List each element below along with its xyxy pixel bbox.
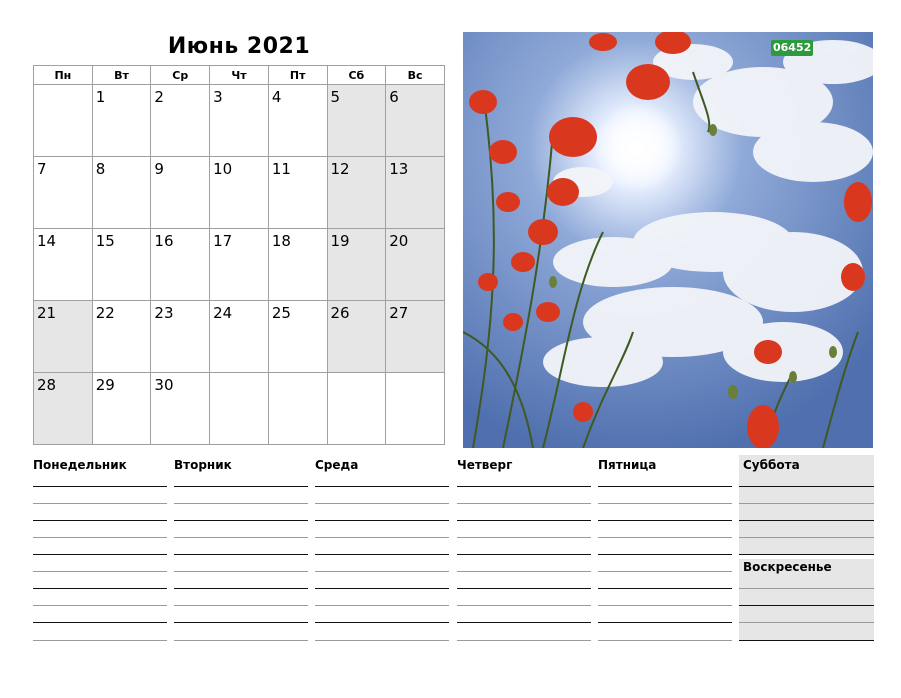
- note-line[interactable]: [598, 520, 732, 521]
- day-cell[interactable]: 15: [92, 229, 151, 301]
- note-line[interactable]: [739, 605, 874, 606]
- weekday-header: Пт: [268, 66, 327, 85]
- note-line[interactable]: [174, 588, 308, 589]
- note-line[interactable]: [457, 520, 591, 521]
- note-line[interactable]: [174, 520, 308, 521]
- empty-day-cell: [327, 373, 386, 445]
- notes-column: [33, 455, 167, 643]
- note-line[interactable]: [457, 554, 591, 555]
- calendar-week-row: [34, 85, 445, 157]
- note-line[interactable]: [33, 571, 167, 572]
- day-cell[interactable]: 19: [327, 229, 386, 301]
- note-line[interactable]: [315, 486, 449, 487]
- note-line[interactable]: [174, 640, 308, 641]
- note-line[interactable]: [33, 605, 167, 606]
- note-line[interactable]: [315, 520, 449, 521]
- day-cell[interactable]: 30: [151, 373, 210, 445]
- note-line[interactable]: [315, 622, 449, 623]
- note-line[interactable]: [598, 622, 732, 623]
- day-cell[interactable]: 22: [92, 301, 151, 373]
- note-line[interactable]: [33, 554, 167, 555]
- note-line[interactable]: [33, 588, 167, 589]
- day-cell[interactable]: 6: [386, 85, 445, 157]
- watermark-suffix: com.ua: [816, 41, 858, 54]
- weekday-notes-label: Вторник: [174, 458, 232, 472]
- empty-day-cell: [386, 373, 445, 445]
- note-line[interactable]: [174, 486, 308, 487]
- day-cell[interactable]: 24: [210, 301, 269, 373]
- photo-illustration: [463, 32, 873, 448]
- note-line[interactable]: [174, 571, 308, 572]
- weekday-notes-label: Пятница: [598, 458, 657, 472]
- weekday-header: Ср: [151, 66, 210, 85]
- note-line[interactable]: [598, 554, 732, 555]
- note-line[interactable]: [598, 571, 732, 572]
- weekday-notes-label: Среда: [315, 458, 359, 472]
- note-line[interactable]: [33, 622, 167, 623]
- note-line[interactable]: [315, 588, 449, 589]
- poppies-sky-photo: [463, 32, 873, 448]
- notes-column: [315, 455, 449, 643]
- note-line[interactable]: [598, 537, 732, 538]
- day-cell[interactable]: 14: [34, 229, 93, 301]
- weekday-header: Вт: [92, 66, 151, 85]
- note-line[interactable]: [598, 605, 732, 606]
- day-cell[interactable]: 9: [151, 157, 210, 229]
- weekday-header: Сб: [327, 66, 386, 85]
- weekend-notes: [739, 455, 874, 641]
- day-cell[interactable]: 13: [386, 157, 445, 229]
- note-line[interactable]: [598, 588, 732, 589]
- note-line[interactable]: [457, 486, 591, 487]
- day-cell[interactable]: 12: [327, 157, 386, 229]
- day-cell[interactable]: 21: [34, 301, 93, 373]
- note-line[interactable]: [598, 503, 732, 504]
- note-line[interactable]: [598, 640, 732, 641]
- calendar-week-row: [34, 229, 445, 301]
- empty-day-cell: [210, 373, 269, 445]
- note-line[interactable]: [315, 605, 449, 606]
- note-line[interactable]: [315, 537, 449, 538]
- weekday-header: Чт: [210, 66, 269, 85]
- note-line[interactable]: [739, 503, 874, 504]
- calendar-title: Июнь 2021: [167, 34, 311, 59]
- weekday-header: Пн: [34, 66, 93, 85]
- note-line[interactable]: [33, 640, 167, 641]
- note-line[interactable]: [457, 571, 591, 572]
- day-cell[interactable]: 25: [268, 301, 327, 373]
- note-line[interactable]: [315, 554, 449, 555]
- note-line[interactable]: [598, 486, 732, 487]
- note-line[interactable]: [739, 520, 874, 521]
- note-line[interactable]: [315, 640, 449, 641]
- weekday-notes-label: Четверг: [457, 458, 513, 472]
- note-line[interactable]: [457, 588, 591, 589]
- note-line[interactable]: [174, 554, 308, 555]
- day-cell[interactable]: 29: [92, 373, 151, 445]
- calendar-week-row: [34, 157, 445, 229]
- day-cell[interactable]: 5: [327, 85, 386, 157]
- notes-column: [174, 455, 308, 643]
- day-cell[interactable]: 7: [34, 157, 93, 229]
- note-line[interactable]: [174, 537, 308, 538]
- watermark-prefix: 06452: [773, 41, 812, 54]
- note-line[interactable]: [33, 537, 167, 538]
- calendar-week-row: [34, 301, 445, 373]
- note-line[interactable]: [174, 503, 308, 504]
- day-cell[interactable]: 2: [151, 85, 210, 157]
- weekday-notes-label: Понедельник: [33, 458, 127, 472]
- note-line[interactable]: [457, 640, 591, 641]
- note-line[interactable]: [739, 537, 874, 538]
- day-cell[interactable]: 11: [268, 157, 327, 229]
- day-cell[interactable]: 16: [151, 229, 210, 301]
- note-line[interactable]: [174, 605, 308, 606]
- sunday-label: Воскресенье: [743, 560, 832, 574]
- day-cell[interactable]: 8: [92, 157, 151, 229]
- note-line[interactable]: [174, 622, 308, 623]
- note-line[interactable]: [33, 520, 167, 521]
- day-cell[interactable]: 28: [34, 373, 93, 445]
- day-cell[interactable]: 20: [386, 229, 445, 301]
- month-calendar: [33, 65, 445, 445]
- note-line[interactable]: [315, 503, 449, 504]
- weekday-header: Вс: [386, 66, 445, 85]
- day-cell[interactable]: 4: [268, 85, 327, 157]
- note-line[interactable]: [33, 503, 167, 504]
- notes-column: [598, 455, 732, 643]
- day-cell[interactable]: 10: [210, 157, 269, 229]
- note-line[interactable]: [33, 486, 167, 487]
- day-cell[interactable]: 26: [327, 301, 386, 373]
- note-line[interactable]: [739, 554, 874, 555]
- day-cell[interactable]: 17: [210, 229, 269, 301]
- note-line[interactable]: [457, 605, 591, 606]
- saturday-label: Суббота: [743, 458, 800, 472]
- note-line[interactable]: [457, 537, 591, 538]
- note-line[interactable]: [457, 503, 591, 504]
- note-line[interactable]: [315, 571, 449, 572]
- day-cell[interactable]: 1: [92, 85, 151, 157]
- note-line[interactable]: [739, 486, 874, 487]
- weekday-header-row: [34, 66, 445, 85]
- day-cell[interactable]: 18: [268, 229, 327, 301]
- day-cell[interactable]: 3: [210, 85, 269, 157]
- calendar-week-row: [34, 373, 445, 445]
- notes-column: [457, 455, 591, 643]
- note-line[interactable]: [739, 640, 874, 641]
- note-line[interactable]: [457, 622, 591, 623]
- day-cell[interactable]: 23: [151, 301, 210, 373]
- empty-day-cell: [34, 85, 93, 157]
- day-cell[interactable]: 27: [386, 301, 445, 373]
- site-watermark: [771, 40, 863, 62]
- empty-day-cell: [268, 373, 327, 445]
- note-line[interactable]: [739, 588, 874, 589]
- note-line[interactable]: [739, 622, 874, 623]
